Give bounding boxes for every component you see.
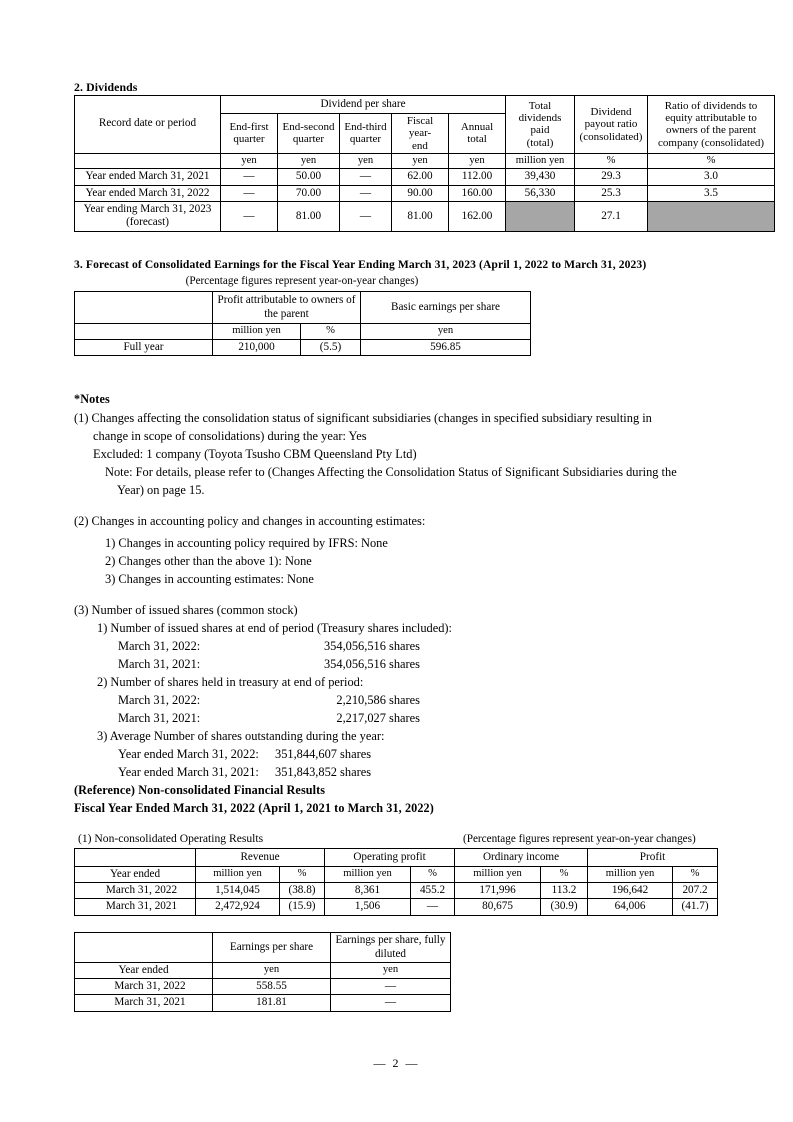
noncons-header-row: [75, 849, 718, 867]
table-row: [75, 995, 451, 1011]
end-second-q-line2: quarter: [292, 133, 325, 146]
note-1-line-2: change in scope of consolidations) during the year: Yes: [93, 429, 367, 443]
note-3-sub-1-row-1-label: March 31, 2021:: [118, 657, 201, 671]
cell-end-third-q: —: [340, 201, 392, 231]
reference-percentage-note: (Percentage figures represent year-on-year changes): [463, 833, 696, 845]
dividends-col-end-second-quarter: [278, 114, 340, 154]
table-row: [75, 979, 451, 995]
note-1-line-4: Note: For details, please refer to (Changes Affecting the Consolidation Status of Significant Subsidiaries during the: [105, 465, 677, 479]
noncons-cell-profit-pct: (41.7): [673, 899, 718, 915]
cell-end-third-q: —: [340, 185, 392, 201]
eps-diluted-line1: Earnings per share, fully: [335, 934, 446, 947]
eps-cell-eps: 558.55: [213, 979, 331, 995]
dividends-group-header-per-share: Dividend per share: [221, 96, 506, 114]
noncons-units-revenue-amount: million yen: [196, 867, 280, 883]
cell-end-second-q: 70.00: [278, 185, 340, 201]
note-1-line-1: (1) Changes affecting the consolidation status of significant subsidiaries (changes in specified subsidiary resulting in: [74, 411, 652, 425]
note-3-sub-1-row-0-value: 354,056,516 shares: [323, 639, 420, 653]
reference-heading-line-1: (Reference) Non-consolidated Financial Results: [74, 783, 326, 797]
noncons-cell-operating-amount: 8,361: [325, 883, 411, 899]
total-dividends-line4: (total): [526, 136, 554, 149]
units-fiscal-year-end: yen: [392, 153, 449, 169]
forecast-units-label: [75, 324, 213, 340]
forecast-cell-profit-pct: (5.5): [301, 339, 361, 355]
profit-header-line1: Profit attributable to owners of: [217, 294, 356, 307]
table-row: [75, 169, 775, 185]
cell-total-dividends-shaded: [506, 201, 575, 231]
forecast-units-basic-eps: yen: [361, 324, 531, 340]
units-end-third-q: yen: [340, 153, 392, 169]
noncons-cell-profit-amount: 196,642: [588, 883, 673, 899]
note-3-sub-2-row-1-label: March 31, 2021:: [118, 711, 201, 725]
note-2-line-1: (2) Changes in accounting policy and changes in accounting estimates:: [74, 514, 426, 528]
note-3-sub-3-row-0-label: Year ended March 31, 2022:: [118, 747, 259, 761]
noncons-cell-revenue-pct: (38.8): [280, 883, 325, 899]
noncons-cell-revenue-amount: 1,514,045: [196, 883, 280, 899]
annual-total-line1: Annual: [460, 121, 494, 134]
cell-ratio-equity: 3.0: [648, 169, 775, 185]
eps-units-label: Year ended: [75, 963, 213, 979]
noncons-cell-revenue-amount: 2,472,924: [196, 899, 280, 915]
cell-ratio-equity: 3.5: [648, 185, 775, 201]
noncons-cell-ordinary-amount: 80,675: [455, 899, 541, 915]
forecast-units-profit-pct: %: [301, 324, 361, 340]
noncons-cell-profit-amount: 64,006: [588, 899, 673, 915]
section-heading-forecast: 3. Forecast of Consolidated Earnings for the Fiscal Year Ending March 31, 2023 (April 1, 2022 to March 31, 2023): [74, 258, 647, 271]
cell-total-dividends: 39,430: [506, 169, 575, 185]
profit-header-line2: the parent: [264, 307, 309, 320]
table-row: [75, 339, 531, 355]
forecast-label-line1: Year ending March 31, 2023: [83, 203, 212, 216]
note-1-line-3: Excluded: 1 company (Toyota Tsusho CBM Queensland Pty Ltd): [93, 447, 417, 461]
cell-payout-ratio: 29.3: [575, 169, 648, 185]
forecast-label-line2: (forecast): [126, 216, 169, 229]
payout-ratio-line2: payout ratio: [584, 118, 638, 131]
note-3-sub-1-row-1-value: 354,056,516 shares: [323, 657, 420, 671]
table-row-forecast: [75, 201, 775, 231]
total-dividends-line3: paid: [530, 124, 550, 137]
dividends-table: [74, 95, 775, 232]
forecast-cell-profit-amount: 210,000: [213, 339, 301, 355]
forecast-percentage-note: (Percentage figures represent year-on-year changes): [185, 275, 419, 287]
end-third-q-line2: quarter: [349, 133, 382, 146]
eps-diluted-line2: diluted: [374, 947, 407, 960]
cell-end-first-q: —: [221, 185, 278, 201]
end-second-q-line1: End-second: [282, 121, 335, 134]
cell-annual-total: 112.00: [449, 169, 506, 185]
noncons-cell-revenue-pct: (15.9): [280, 899, 325, 915]
cell-payout-ratio: 25.3: [575, 185, 648, 201]
eps-corner-cell: [75, 933, 213, 963]
noncons-operating-results-table: [74, 848, 718, 916]
eps-cell-eps: 181.81: [213, 995, 331, 1011]
dividends-col-end-third-quarter: [340, 114, 392, 154]
forecast-row-label: Full year: [75, 339, 213, 355]
noncons-units-row: [75, 867, 718, 883]
cell-fiscal-year-end: 62.00: [392, 169, 449, 185]
cell-payout-ratio: 27.1: [575, 201, 648, 231]
dividends-row-label-header: Record date or period: [75, 96, 221, 154]
cell-end-first-q: —: [221, 201, 278, 231]
row-label: Year ended March 31, 2022: [75, 185, 221, 201]
note-3-sub-2-row-0-value: 2,210,586 shares: [336, 693, 420, 707]
total-dividends-line2: dividends: [518, 112, 562, 125]
table-row: [75, 899, 718, 915]
row-label: Year ended March 31, 2021: [75, 169, 221, 185]
note-3-sub-2-title: 2) Number of shares held in treasury at end of period:: [97, 675, 364, 689]
dividends-header-row-1: [75, 96, 775, 114]
cell-end-first-q: —: [221, 169, 278, 185]
eps-units-eps: yen: [213, 963, 331, 979]
units-end-second-q: yen: [278, 153, 340, 169]
cell-fiscal-year-end: 90.00: [392, 185, 449, 201]
forecast-col-basic-eps: Basic earnings per share: [361, 292, 531, 324]
noncons-corner-cell: [75, 849, 196, 867]
note-1-line-5: Year) on page 15.: [117, 483, 205, 497]
cell-end-third-q: —: [340, 169, 392, 185]
notes-heading: *Notes: [74, 392, 110, 406]
noncons-col-ordinary-income: Ordinary income: [455, 849, 588, 867]
units-end-first-q: yen: [221, 153, 278, 169]
note-2-sub-2: 2) Changes other than the above 1): None: [105, 554, 312, 568]
noncons-units-label: Year ended: [75, 867, 196, 883]
reference-subsection-title: (1) Non-consolidated Operating Results: [78, 832, 264, 845]
noncons-cell-operating-amount: 1,506: [325, 899, 411, 915]
eps-units-row: [75, 963, 451, 979]
forecast-corner-cell: [75, 292, 213, 324]
end-first-q-line1: End-first: [229, 121, 269, 134]
row-label-forecast: [75, 201, 221, 231]
eps-table: [74, 932, 451, 1012]
cell-end-second-q: 81.00: [278, 201, 340, 231]
forecast-units-row: [75, 324, 531, 340]
noncons-col-profit: Profit: [588, 849, 718, 867]
cell-annual-total: 162.00: [449, 201, 506, 231]
end-first-q-line2: quarter: [233, 133, 265, 146]
end-third-q-line1: End-third: [344, 121, 387, 134]
noncons-units-operating-pct: %: [411, 867, 455, 883]
noncons-row-label: March 31, 2021: [75, 899, 196, 915]
units-ratio-equity: %: [648, 153, 775, 169]
units-total-dividends: million yen: [506, 153, 575, 169]
eps-row-label: March 31, 2022: [75, 979, 213, 995]
forecast-units-profit-amount: million yen: [213, 324, 301, 340]
units-row-label: [75, 153, 221, 169]
eps-row-label: March 31, 2021: [75, 995, 213, 1011]
cell-end-second-q: 50.00: [278, 169, 340, 185]
note-3-sub-2-row-0-label: March 31, 2022:: [118, 693, 201, 707]
note-3-sub-1-title: 1) Number of issued shares at end of period (Treasury shares included):: [97, 621, 452, 635]
noncons-cell-ordinary-amount: 171,996: [455, 883, 541, 899]
note-2-sub-3: 3) Changes in accounting estimates: None: [105, 572, 314, 586]
forecast-table: [74, 291, 531, 356]
noncons-units-ordinary-pct: %: [541, 867, 588, 883]
forecast-header-row: [75, 292, 531, 324]
fiscal-year-end-line2: end: [412, 139, 428, 152]
dividends-col-payout-ratio: [575, 96, 648, 154]
eps-cell-eps-diluted: —: [331, 979, 451, 995]
section-heading-dividends: 2. Dividends: [74, 80, 138, 94]
eps-cell-eps-diluted: —: [331, 995, 451, 1011]
dividends-units-row: [75, 153, 775, 169]
noncons-cell-operating-pct: —: [411, 899, 455, 915]
forecast-cell-basic-eps: 596.85: [361, 339, 531, 355]
noncons-col-revenue: Revenue: [196, 849, 325, 867]
table-row: [75, 883, 718, 899]
noncons-cell-profit-pct: 207.2: [673, 883, 718, 899]
noncons-cell-ordinary-pct: (30.9): [541, 899, 588, 915]
forecast-col-profit-attributable: [213, 292, 361, 324]
note-3-sub-3-title: 3) Average Number of shares outstanding during the year:: [97, 729, 385, 743]
total-dividends-line1: Total: [528, 99, 552, 112]
table-row: [75, 185, 775, 201]
page-footer: — 2 —: [373, 1056, 420, 1070]
dividends-col-total-paid: [506, 96, 575, 154]
noncons-units-profit-amount: million yen: [588, 867, 673, 883]
cell-annual-total: 160.00: [449, 185, 506, 201]
noncons-row-label: March 31, 2022: [75, 883, 196, 899]
dividends-col-annual-total: [449, 114, 506, 154]
eps-header-row: [75, 933, 451, 963]
note-2-sub-1: 1) Changes in accounting policy required by IFRS: None: [105, 536, 388, 550]
note-3-sub-2-row-1-value: 2,217,027 shares: [336, 711, 420, 725]
reference-heading-line-2: Fiscal Year Ended March 31, 2022 (April 1, 2021 to March 31, 2022): [74, 801, 434, 815]
dividends-col-fiscal-year-end: [392, 114, 449, 154]
noncons-cell-operating-pct: 455.2: [411, 883, 455, 899]
eps-col-eps-diluted: [331, 933, 451, 963]
note-3-sub-3-row-0-value: 351,844,607 shares: [275, 747, 372, 761]
cell-total-dividends: 56,330: [506, 185, 575, 201]
eps-units-eps-diluted: yen: [331, 963, 451, 979]
annual-total-line2: total: [467, 133, 487, 146]
payout-ratio-line3: (consolidated): [579, 130, 643, 143]
payout-ratio-line1: Dividend: [590, 106, 632, 118]
dividends-col-end-first-quarter: [221, 114, 278, 154]
eps-col-eps: Earnings per share: [213, 933, 331, 963]
cell-fiscal-year-end: 81.00: [392, 201, 449, 231]
noncons-col-operating-profit: Operating profit: [325, 849, 455, 867]
note-3-sub-3-row-1-label: Year ended March 31, 2021:: [118, 765, 259, 779]
fiscal-year-end-line1: Fiscal year-: [406, 115, 434, 140]
dividends-col-ratio-equity: Ratio of dividends to equity attributable to owners of the parent company (consolidated): [648, 96, 775, 154]
noncons-units-revenue-pct: %: [280, 867, 325, 883]
noncons-units-profit-pct: %: [673, 867, 718, 883]
noncons-units-operating-amount: million yen: [325, 867, 411, 883]
note-3-line-1: (3) Number of issued shares (common stock): [74, 603, 298, 617]
noncons-cell-ordinary-pct: 113.2: [541, 883, 588, 899]
units-payout-ratio: %: [575, 153, 648, 169]
noncons-units-ordinary-amount: million yen: [455, 867, 541, 883]
cell-ratio-equity-shaded: [648, 201, 775, 231]
note-3-sub-3-row-1-value: 351,843,852 shares: [275, 765, 372, 779]
units-annual-total: yen: [449, 153, 506, 169]
note-3-sub-1-row-0-label: March 31, 2022:: [118, 639, 201, 653]
